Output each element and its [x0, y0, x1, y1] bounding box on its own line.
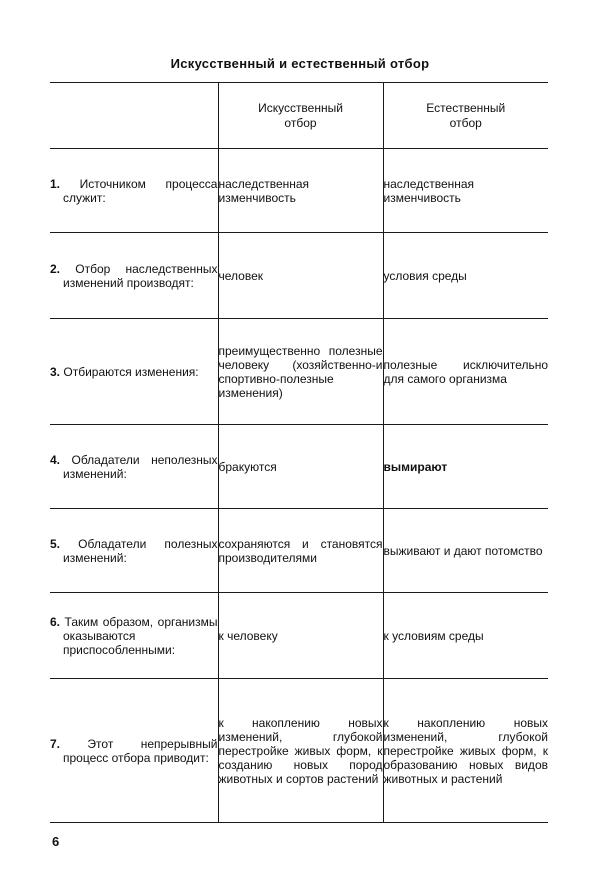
- row-natural-answer: наследственная изменчивость: [383, 149, 548, 233]
- row-natural-answer: полезные исключительно для самого организма: [383, 319, 548, 425]
- row-question-text: Отбираются изменения:: [63, 364, 199, 379]
- row-artificial-answer: преимущественно полезные человеку (хозяйственно-и спортивно-полезные изменения): [218, 319, 383, 425]
- table-row: [50, 679, 548, 823]
- row-natural-answer: к условиям среды: [383, 593, 548, 679]
- page-title: Искусственный и естественный отбор: [170, 56, 430, 71]
- table-row: [50, 425, 548, 509]
- comparison-table: [50, 82, 548, 823]
- row-question: [50, 233, 218, 319]
- row-number: 6.: [50, 614, 61, 629]
- header-artificial-selection: Искусственный отбор: [218, 83, 383, 149]
- row-number: 1.: [50, 176, 61, 191]
- row-natural-answer: условия среды: [383, 233, 548, 319]
- row-artificial-answer: наследственная изменчивость: [218, 149, 383, 233]
- row-question-text: Обладатели полезных изменений:: [63, 536, 218, 565]
- row-question: [50, 679, 218, 823]
- row-artificial-answer: сохраняются и становятся производителями: [218, 509, 383, 593]
- page-number: 6: [52, 834, 60, 849]
- header-blank-cell: [50, 83, 218, 149]
- row-number: 7.: [50, 736, 61, 751]
- row-artificial-answer: к человеку: [218, 593, 383, 679]
- table-row: [50, 319, 548, 425]
- table-row: [50, 233, 548, 319]
- row-artificial-answer: бракуются: [218, 425, 383, 509]
- row-natural-answer: выживают и дают потомство: [383, 509, 548, 593]
- row-question: [50, 509, 218, 593]
- row-question: [50, 425, 218, 509]
- row-natural-answer: вымирают: [383, 425, 548, 509]
- row-question-text: Источником процесса служит:: [63, 176, 218, 205]
- table-row: [50, 149, 548, 233]
- row-question-text: Таким образом, организмы оказываются приспособленными:: [63, 614, 218, 657]
- row-artificial-answer: человек: [218, 233, 383, 319]
- row-question-text: Обладатели неполезных изменений:: [63, 452, 218, 481]
- row-question-text: Отбор наследственных изменений производят:: [63, 261, 218, 290]
- row-question: [50, 149, 218, 233]
- row-number: 2.: [50, 261, 61, 276]
- table-header-row: [50, 83, 548, 149]
- row-number: 4.: [50, 452, 61, 467]
- row-question-text: Этот непрерывный процесс отбора приводит:: [63, 736, 218, 765]
- row-natural-answer: к накоплению новых изменений, глубокой перестройке живых форм, к образованию новых видов животных и растений: [383, 679, 548, 823]
- row-question: [50, 593, 218, 679]
- header-natural-selection: Естественный отбор: [383, 83, 548, 149]
- row-number: 5.: [50, 536, 61, 551]
- table-row: [50, 509, 548, 593]
- row-question: [50, 319, 218, 425]
- row-artificial-answer: к накоплению новых изменений, глубокой перестройке живых форм, к созданию новых пород животных и сортов растений: [218, 679, 383, 823]
- row-number: 3.: [50, 364, 61, 379]
- table-row: [50, 593, 548, 679]
